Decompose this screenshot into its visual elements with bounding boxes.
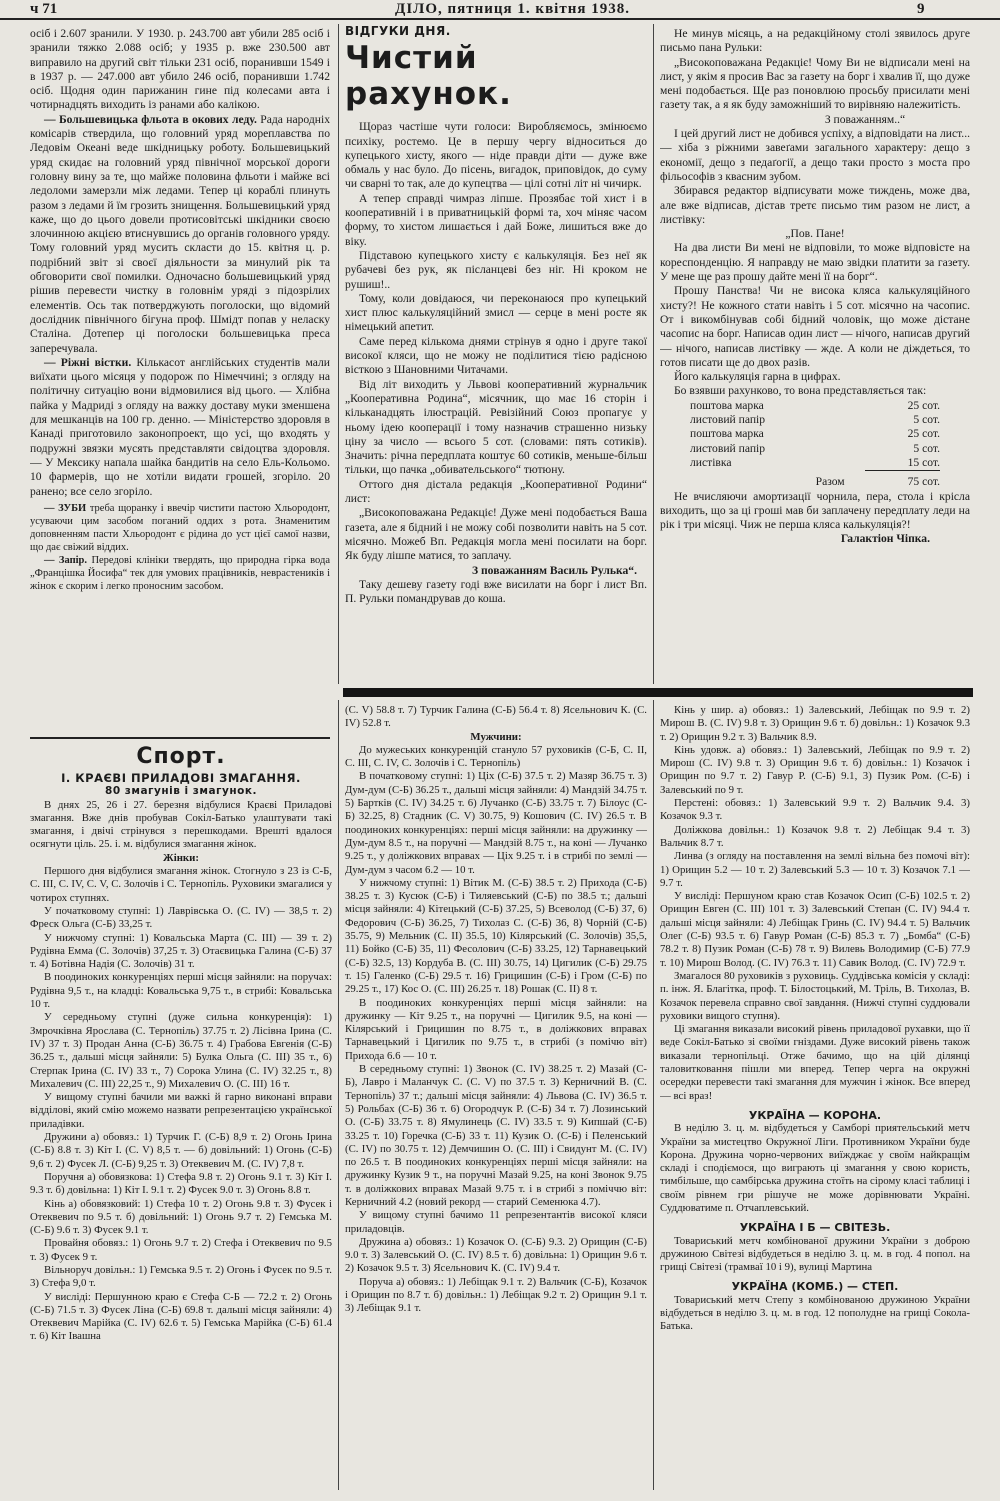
- ad-toothpaste-body: треба щоранку і ввечір чистити пастою Хльородонт, усуваючи цим засобом поганий оддих з рота. Знаменитим доповненням пасти Хльородонт є рідина до уст цієї самої назви, що дає свіжий віддих.: [30, 502, 330, 553]
- paragraph: І цей другий лист не добився успіху, а відповідати на лист... — хіба з ріжними завеґами загального характеру: дещо з економії, дещо з педаґогії, а дещо таки просто з моста про фільософів з квасним зубом.: [660, 127, 970, 183]
- ad-toothpaste: [30, 502, 330, 554]
- result-paragraph: У нижчому ступні: 1) Вітик М. (С-Б) 38.5 т. 2) Прихода (С-Б) 38.25 т. 3) Кусюк (С-Б) і Тиляевський (С-Б) по 38.5 т.; дальші місця зайняли: 4) Кітецький (С-Б) 37.25, 5) Всеволод (С-Б) 37, 6) Федорович (С-Б) 36.25, 7) Тихолаз С. (С-Б) 36, 8) Чорній (С-Б) 35.75, 9) Мельник (С. ІІ) 35.5, 10) Кілярський (С. Золочів) 35,5, 11) Бойко (С-Б) 35, 11) Фесолович (С-Б) 33.25, 12) Тарнавецький (С-Б) 32.5, 13) Кордуба В. (С. ІІІ) 30.75, 14) Цигилик (С-Б) 29.75 т. 15) Галенко (С-Б) 29.5 т. 16) Грицишин (С-Б) і Гром (С-Б) по 29.25 т., 17) Кос О. (С. ІІІ) 26.25 т. 18) Рошак (С. ІІ) 8 т.: [345, 876, 647, 996]
- paragraph: А тепер справді чимраз ліпше. Прозябає той хист і в кооперативній і в приватницькій формі та, хоч міняє часом форму, то хистом лишається і дай Боже, лишиться вже до віку.: [345, 191, 647, 248]
- article-misc-news-body: Кількасот англійських студентів мали виїхати цього місяця у подорож по Німеччині; з огляду на політичну ситуацію вони відмовилися від цього. — Хлібна пайка у Мадриді з огляду на важку доставу муки зменшена для мешканців на 100 гр. денно. — Міністерство здоровля в Канаді приготовило законопроект, що усі, що входять у подружні звязки мусять представляти свідоцтва здоровля. — У Мексику напала шайка бандитів на село Ель-Кольомо. 10 фармерів, що не хотіли видати грошей, згоріло. 20 ранено; все село згоріло.: [30, 355, 330, 498]
- column-sport-women: [30, 744, 332, 1489]
- paragraph: Прошу Панства! Чи не висока кляса калькуляційного хисту?! Не кожного стати навіть і 5 сот. місячно на часопис. От і викомбінував собі бідний чоловік, що може дістане часопис на борг. Написав один лист — нічого, написав другий — нічого, написав листівку — жде. А коли не діждеться, то готов писати ще до двох разів.: [660, 284, 970, 369]
- article-misc-news: [30, 356, 330, 499]
- column-divider: [653, 24, 654, 684]
- column-sport-results: [660, 704, 970, 1489]
- paragraph: Бо взявши рахунково, то вона представляється так:: [674, 384, 927, 398]
- paragraph: Ці змагання виказали високий рівень приладової рухавки, що її веде Сокіл-Батько зі своїми гніздами. Дуже високий рівень також виказали тернопільці. Отже бачимо, що на цій ділянці таловитковання пішли ми вперед. Тепер черга на окружні осередки перевести такі змагання для мужчин і жінок. Все вперед — всі враз!: [660, 1023, 970, 1102]
- category-heading-men: Мужчини:: [470, 730, 522, 743]
- article-headline: Чистий рахунок.: [345, 40, 512, 113]
- paragraph: Від літ виходить у Львові кооперативний журнальчик „Кооперативна Родина“, місячник, що має 16 сторін і кільканадцять ілюстрацій. Ревізійний Союз пропагує у ньому ідею кооперації і тому назначив страшенно низьку ціну за число — всього 5 сот. (словами: пять сотиків). Значить: річна передплата коштує 60 сотиків, меньше-більш тільки, що пачка „обивательського“ тютюну.: [345, 377, 647, 477]
- paragraph: Змагалося 80 руховиків з руховиць. Суддівська комісія у складі: п. інж. Я. Благітка, проф. Т. Білостоцький, М. Тріль, В. Тихолаз, В. Козачок перевела справно свої завдання. (Нижчі ступні суддювали руховики вищого ступня).: [660, 969, 970, 1022]
- result-paragraph: Вільноруч довільн.: 1) Гемська 9.5 т. 2) Огонь і Фусек по 9.5 т. 3) Стефа 9,0 т.: [30, 1263, 332, 1290]
- sport-event-title: І. КРАЄВІ ПРИЛАДОВІ ЗМАГАННЯ.: [61, 771, 301, 785]
- result-paragraph: Поруча а) обовяз.: 1) Лебіщак 9.1 т. 2) Вальчик (С-Б), Козачок і Орищин по 8.7 т. б) довільн.: 1) Лебіщак 9.2 т. 2) Орищин 9.1 т. 3) Лебіщак 9.1 т.: [345, 1275, 647, 1315]
- letter-closing: З поважанням..“: [824, 112, 906, 126]
- category-heading-women: Жінки:: [163, 851, 199, 864]
- column-news: [30, 27, 330, 735]
- quoted-postcard: На два листи Ви мені не відповіли, то може відповісте на кореспонденцію. Я направду не маю звідки платити за газету. У мене ще раз прошу дайте мені її на борг“.: [660, 241, 970, 284]
- result-paragraph: Дружини а) обовяз.: 1) Турчик Г. (С-Б) 8,9 т. 2) Огонь Ірина (С-Б) 8.8 т. 3) Кіт І. (С. V) 8,5 т. — б) довільний: 1) Огонь (С-Б) 9,6 т. 2) Фусек Л. (С-Б) 9,25 т. 3) Отеквевич М. (С. IV) 7,8 т.: [30, 1131, 332, 1170]
- paragraph: Товариський метч Степу з комбінованою дружиною України відбудеться в неділю 3. ц. м. в год. 12 пополудне на грищі Сокола-Батька.: [660, 1293, 970, 1333]
- cost-amount: 25 сот.: [907, 398, 940, 412]
- article-misc-news-title: — Ріжні вістки.: [44, 355, 132, 369]
- result-paragraph: У вищому ступні бачили ми важкі й гарно виконані вправи відділові, який смію можемо назвати репрезентацією української приладівки.: [30, 1091, 332, 1130]
- paragraph: Оттого дня дістала редакція „Кооперативної Родини“ лист:: [345, 477, 647, 506]
- result-paragraph: В початковому ступні: 1) Ціх (С-Б) 37.5 т. 2) Мазяр 36.75 т. 3) Дум-дум (С-Б) 36.25 т., дальші місця зайняли: 4) Мандзій 34.75 т. 5) Бартків (С. IV) 34.25 т. 6) Лучанко (С-Б) 33.75 т. 7) Білоус (С-Б) 32.25, 8) Стадник (С. V) 30.75, 9) Кошович (С. IV) 26.5 т. В поодиноких конкуренціях: перші місця зайняли: на дружинку — Дум-дум 8.5 т., на поручні — Мандзій 8.75 т., на коні — Лучанко 9.25 т., у доліжкових вправах — Ціх 9.25 т. і в стрибі по землі — Дум-дум з часом 6.2 — 10 т.: [345, 770, 647, 876]
- letter-signature: З поважанням Василь Рулька“.: [471, 563, 637, 577]
- paragraph: Першого дня відбулися змагання жінок. Стогнуло з 23 із С-Б, С. ІІІ, С. IV, С. V, С. Золочів і С. Тернопіль. Руховики змагалися у чотирох ступнях.: [30, 865, 332, 904]
- result-paragraph: (С. V) 58.8 т. 7) Турчик Галина (С-Б) 56.4 т. 8) Ясельнович К. (С. IV) 52.8 т.: [345, 704, 647, 730]
- result-paragraph: В поодиноких конкуренціях перші місця зайняли: на поручах: Рудівна 9,5 т., на кладці: Ковальська 9,75 т., в стрибі: Ковальська 10 т.: [30, 971, 332, 1011]
- column-sport-men: [345, 704, 647, 1489]
- column-divider: [653, 700, 654, 1490]
- page-number: 9: [917, 1, 925, 17]
- match-heading-step: УКРАЇНА (КОМБ.) — СТЕП.: [731, 1280, 899, 1294]
- result-paragraph: Дружина а) обовяз.: 1) Козачок О. (С-Б) 9.3. 2) Орищин (С-Б) 9.0 т. 3) Залевський О. (С. IV) 8.5 т. б) довільна: 1) Орищин 9.6 т. 2) Козачок 9.5 т. 3) Ясельнович К. (С. IV) 9.4 т.: [345, 1235, 647, 1275]
- paragraph: Таку дешеву газету годі вже висилати на борг і лист Вп. П. Рульки помандрував до коша.: [345, 577, 647, 606]
- author-signature: Галактіон Чіпка.: [840, 532, 930, 546]
- result-paragraph: В поодиноких конкуренціях перші місця зайняли: на дружинку — Кіт 9.25 т., на поручні — Цигилик 9.5, на коні — Кілярський і Грицишин по 8.75 т., в доліжкових вправах Тарнавецький і Цигилик по 9.75 т., в стрибі (з помічю віт) Прихода 6.6 — 10 т.: [345, 996, 647, 1062]
- paragraph: Тому, коли довідаюся, чи переконаюся про купецький хист плюс калькуляційний змисл — серце в мені росте як німецький апетит.: [345, 291, 647, 334]
- cost-amount: 5 сот.: [913, 441, 940, 455]
- paragraph: Не минув місяць, а на редакційному столі зявилось друге письмо пана Рульки:: [660, 27, 970, 55]
- result-paragraph: Кінь у шир. а) обовяз.: 1) Залевський, Лебіщак по 9.9 т. 2) Мирош В. (С. IV) 9.8 т. 3) Орищин 9.6 т. б) довільн.: 1) Козачок 9.3 т. 2) Орищин 9.2 т. 3) Вальчик 8.9.: [660, 704, 970, 743]
- cost-item: листовий папір: [690, 441, 766, 455]
- cost-amount: 5 сот.: [913, 413, 940, 427]
- paragraph: До мужеських конкуренцій стануло 57 руховиків (С-Б, С. ІІ, С. ІІІ, С. IV, С. Золочів і С. Тернопіль): [345, 743, 647, 770]
- result-paragraph: Доліжкова довільн.: 1) Козачок 9.8 т. 2) Лебіщак 9.4 т. 3) Вальчик 8.7 т.: [660, 823, 970, 849]
- page-header: [0, 0, 1000, 20]
- result-paragraph: У вислідi: Першуном краю став Козачок Осип (С-Б) 102.5 т. 2) Орищин Евген (С. ІІІ) 101 т. 3) Залевський Степан (С. IV) 94.4 т. дальші місця зайняли: 4) Лебіщак Гринь (С. IV) 94.4 т. 5) Вальчик Олег (С-Б) 93.5 т. 6) Гавур Роман (С-Б) 85.3 т. 7) „Бомба“ (С-Б) 78.2 т. 8) Пузик Роман (С-Б) 78 т. 9) Вилевь Володимир (С-Б) 77.9 т. 10) Мирош Волод. (С. IV) 76.3 т. 11) Савик Волод. (С. IV) 72.9 т.: [660, 890, 970, 969]
- result-paragraph: У нижчому ступні: 1) Ковальська Марта (С. ІІІ) — 39 т. 2) Рудівна Емма (С. Золочів) 37,25 т. 3) Отаєвицька Галина (С-Б) 37 т. 4) Ботівна Надія (С. Золочів) 31 т.: [30, 931, 332, 971]
- quoted-letter: „Високоповажана Редакціє! Дуже мені подобається Ваша газета, але я бідний і не можу собі позволити навіть на 5 сот. місячно. Можеб Вп. Редакція могла мені посилати на борг. Як буду лішпе матися, то заплачу.: [345, 506, 647, 563]
- cost-total-amount: 75 сот.: [907, 475, 940, 489]
- result-paragraph: У вислідi: Першунною краю є Стефа С-Б — 72.2 т. 2) Огонь (С-Б) 71.5 т. 3) Фусек Ліна (С-Б) 69.8 т. дальші місця зайняли: 4) Отеквевич Марійка (С. IV) 62.6 т. 5) Гемська Марійка (С-Б) 61.4 т. 6) Кіт Івашна: [30, 1290, 332, 1343]
- cost-total-row: [690, 471, 940, 490]
- result-paragraph: У початковому ступні: 1) Лаврівська О. (С. IV) — 38,5 т. 2) Фреск Ольга (С-Б) 33,25 т.: [30, 904, 332, 931]
- section-separator: [30, 737, 330, 739]
- cost-item: листовий папір: [690, 413, 766, 427]
- paragraph: Збирався редактор відписувати може тиждень, може два, але вже відписав, дістав третє письмо тим разом не лист, а листівку:: [660, 184, 970, 226]
- result-paragraph: В середньому ступні: 1) Звонок (С. IV) 38.25 т. 2) Мазай (С-Б), Лавро і Маланчук С. (С. V) по 37.5 т. 3) Керничний В. (С. Тернопіль) 37 т.; дальші місця зайняли: 4) Львова (С. IV) 36.5 т. 5) Рольбах (С-Б) 36 т. 6) Огородчук Р. (С-Б) 34 т. 7) Лозинський О. (С-Б) 33.75 т. 8) Ямулинець (С. IV) 33.5 т. 9) Кипшай (С-Б) 33.25 т. 10) Горечка (С-Б) 33 т. 11) Кузик О. (С-Б) і Пеленський (С. IV) по 30.75 т. 12) Демчишин О. (С. ІІІ) і Свидунт М. (С. IV) по 26.5 т. В поодиноких конкуренціях перші місця зайняли: на дружинку Кузик 9 т., на поручні Мазай 9.25, на коні Звонок 9.75 т. в доліжкових вправах Мазай 9.75 т. і в стрибі з поміччю віт: Керничний 4.2 (новий рекорд — старий Семенюка 4.7).: [345, 1063, 647, 1208]
- result-paragraph: Перстені: обовяз.: 1) Залевський 9.9 т. 2) Вальчик 9.4. 3) Козачок 9.3 т.: [660, 797, 970, 823]
- cost-amount: 15 сот.: [865, 456, 940, 471]
- match-heading-svitez: УКРАЇНА І Б — СВІТЕЗЬ.: [739, 1221, 891, 1235]
- article-bolshevik-fleet-title: — Большевицька фльота в окових леду.: [44, 112, 257, 126]
- cost-item: поштова марка: [690, 398, 764, 412]
- sport-section-title: Спорт.: [136, 744, 226, 769]
- cost-row: [690, 442, 940, 456]
- match-heading-korona: УКРАЇНА — КОРОНА.: [748, 1108, 882, 1122]
- quoted-letter: „Високоповажана Редакціє! Чому Ви не відписали мені на лист, у якім я просив Вас за газету на борг і хвалив її, що дуже мені подобається. Ще раз поновлюю просьбу присилати мені газету так, а я як буду заможніший то вирівняю належитість.: [660, 55, 970, 112]
- cost-item: листівка: [690, 456, 732, 470]
- cost-table: [690, 399, 940, 490]
- rubric-label: ВІДГУКИ ДНЯ.: [345, 24, 451, 38]
- article-bolshevik-fleet: [30, 113, 330, 356]
- result-paragraph: Кінь удовж. а) обовяз.: 1) Залевський, Лебіщак по 9.9 т. 2) Мирош (С. IV) 9.8 т. 3) Орищин 9.6 т. б) довільн.: 1) Козачок і Орищин по 9.7 т. 2) Гавур Р. (С-Б) 9.1, 3) Пузик Ром. (С-Б) і Залевський по 9 т.: [660, 743, 970, 796]
- cost-amount: 25 сот.: [907, 427, 940, 441]
- ad-mineral-water-body: Передові клініки твердять, що природна гірка вода „Францішка Йосифа“ тек для умових працівників, неврастеників і жінок є скорим і легко проносним засобом.: [30, 554, 330, 592]
- page-issue-number: ч 71: [30, 1, 58, 17]
- cost-row: [690, 413, 940, 427]
- paragraph: В днях 25, 26 і 27. березня відбулися Краєві Приладові змагання. Вже днів пробував Сокіл-Батько улаштувати такі змагання, і двічі стрінувся з перешкодами. Врешті вдалося осягнути ціль. 25. і. м. відбулися змагання жінок.: [30, 798, 332, 851]
- column-divider: [338, 700, 339, 1490]
- ad-mineral-water-title: — Запір.: [44, 554, 88, 566]
- column-feuilleton-cont: [660, 27, 970, 687]
- paragraph: Підставою купецького хисту є калькуляція. Без неї як рубачеві без рук, як післанцеві без ніг. Ні кроком не рушиш!..: [345, 248, 647, 291]
- result-paragraph: Провайня обовяз.: 1) Огонь 9.7 т. 2) Стефа і Отеквевич по 9.5 т. 3) Фусек 9 т.: [30, 1237, 332, 1263]
- result-paragraph: Кінь а) обовязковий: 1) Стефа 10 т. 2) Огонь 9.8 т. 3) Фусек і Отеквевич по 9.5 т. б) довільний: 1) Огонь 9.7 т. 2) Гемська М. (С-Б) 9.6 т. 3) Фусек 9.1 т.: [30, 1197, 332, 1237]
- ad-toothpaste-title: — ЗУБИ: [44, 502, 87, 514]
- section-separator: [343, 688, 973, 697]
- paragraph: Не вчисляючи амортизації чорнила, пера, стола і крісла виходить, що за ці гроші мав би заплачену передплату леди на рік і три місяці. Чиж не перша кляса калькуляція?!: [660, 489, 970, 532]
- newspaper-masthead-line: ДІЛО, пятниця 1. квітня 1938.: [395, 1, 630, 17]
- article-traffic-paris: осіб і 2.607 зранили. У 1930. р. 243.700 авт убили 285 осіб і зранили тяжко 2.088 осіб; у 1935 р. вже 230.500 авт виправило на другий світ тільки 231 осіб, поранивши 1549 і в 1937 р. — 247.000 авт убило 246 осіб, поранивши 1.742 осіб. Щодня один парижанин гине під колесами авта і чотирнадцять виходить із ранами або калікою.: [30, 27, 330, 112]
- paragraph: Щораз частіше чути голоси: Виробляємось, змінюємо психіку, ростемо. Це в першу чергу відноситься до купецького хисту, якого — ніде правди діти — дуже вже обмаль у нас було. До пісень, вигадок, приповідок, до суму чи сварні то так, але до купецтва — цілі сотні літ ні чичирк.: [345, 120, 647, 191]
- sport-event-subtitle: 80 змагунів і змагунок.: [105, 785, 257, 798]
- paragraph: Товариський метч комбінованої дружини України з доброю дружиною Світезі відбудеться в неділю 3. ц. м. в год. 4 попол. на грищі Світезі (трамваї 10 і 9), вулиці Мартина: [660, 1234, 970, 1274]
- cost-row: [690, 456, 940, 471]
- result-paragraph: Линва (з огляду на поставлення на землі вільна без помочі віт): 1) Орищин 5.2 — 10 т. 2) Залевський 5.3 — 10 т. 3) Козачок 7.1 — 9.7 т.: [660, 850, 970, 889]
- result-paragraph: У вищому ступні бачимо 11 репрезентантів високої кляси приладовців.: [345, 1209, 647, 1235]
- paragraph: В неділю 3. ц. м. відбудеться у Самборі приятельський метч України за мистецтво Окружної Ліги. Противником України буде Корона. Дружина чорно-червоних виїжджає у своїм найкращім складі і сподіємося, що виграють ці змагання у свою користь, тимбільше, що самбірська дружина стоїть на сірому класі таблиці і своїм рівнем гри рішуче не може дорівнювати Україні. Суддюватиме п. Отчаплевський.: [660, 1122, 970, 1214]
- paragraph: Його калькуляція гарна в цифрах.: [674, 370, 841, 384]
- cost-item: поштова марка: [690, 427, 764, 441]
- article-bolshevik-fleet-body: Рада народніх комісарів ствердила, що головний уряд мореплавства по Ледовім Океані веде шкідницьку роботу. Большевицький уряд скидає на головний уряд північної морської дороги головну вину за те, що майже половина фльоти і майже всі ледоломи замерзли між ледами. Тепер ці кораблі плинуть разом з ледами й їм грозить знищення. Большевицький уряд каже, що до цього довели протисовітські шкідники своєю злочинною акцією втиснувшись до органів головного уряду. Тому головний уряд мусить скласти до 15. квітня ц. р. подрібний звіт зі своєї діяльности за минулий рік та обговорити свої помилки. Одночасно большевицький уряд рішив перевести чистку в головнім уряді з підозрілих елементів. Ось так потверджують поголоски, що відомий дослідник північного бігуна проф. Шмідт попав у неласку Сталіна. Дотепер ці поголоски большевицька преса заперечувала.: [30, 112, 330, 355]
- paragraph: Саме перед кількома днями стрінув я одно і друге такої високої кляси, що не можу не поділитися тією радісною вісткою з Шановними Читачами.: [345, 334, 647, 377]
- result-paragraph: Поручня а) обовязкова: 1) Стефа 9.8 т. 2) Огонь 9.1 т. 3) Кіт І. 9.3 т. б) довільна: 1) Кіт І. 9.1 т. 2) Фусек 9.0 т. 3) Огонь 8.8 т.: [30, 1170, 332, 1197]
- result-paragraph: У середньому ступні (дуже сильна конкуренція): 1) Змрочківна Ярослава (С. Тернопіль) 37.75 т. 2) Лісівна Ірина (С. IV) 37 т. 3) Продан Анна (С-Б) 36.75 т. 4) Грабова Евгенія (С-Б) 36.25 т., дальші місця зайняли: 5) Булка Ольга (С. ІІІ) 35 т., 6) Стерпак Ірина (С. IV) 33 т., 7) Сорока Улина (С. IV) 32.25 т., 8) Михалевич (С. ІІІ) 22,25 т., 9) Михалевич О. (С. ІІІ) 16 т.: [30, 1011, 332, 1090]
- cost-row: [690, 427, 940, 441]
- ad-mineral-water: [30, 554, 330, 593]
- column-feuilleton: [345, 24, 647, 684]
- cost-total-label: Разом: [815, 474, 845, 488]
- postcard-salutation: „Пов. Пане!: [785, 227, 845, 241]
- column-divider: [338, 24, 339, 684]
- cost-row: [690, 399, 940, 413]
